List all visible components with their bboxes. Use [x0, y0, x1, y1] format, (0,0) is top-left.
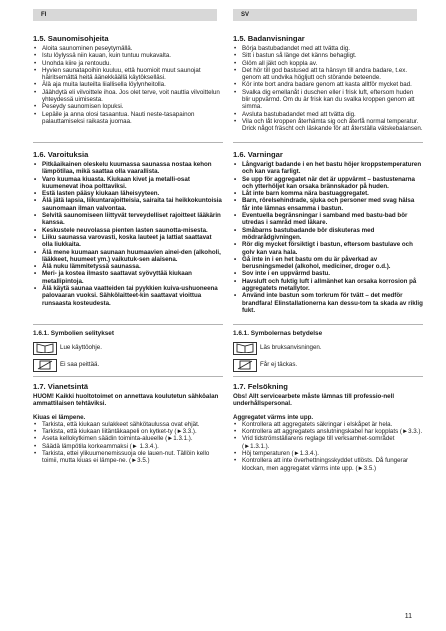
list-item: • Älä jätä lapsia, liikuntarajoitteisia, sairaita tai heikkokuntoisia saunomaan ilman valvontaa. [33, 197, 223, 212]
list-item: • Älä mene kuumaan saunaan huumaavien ainei-den (alkoholi, lääkkeet, huumeet ym.) vaikutuk-sen alaisena. [33, 249, 223, 264]
list-item: • Estä lasten pääsy kiukaan läheisyyteen. [33, 190, 223, 197]
section-title: 1.7. Vianetsintä [33, 382, 89, 391]
section-divider [33, 376, 223, 377]
list-item: • Långvarigt badande i en het bastu höjer kroppstemperaturen och kan vara farligt. [233, 161, 423, 176]
no-cover-icon [33, 359, 57, 372]
list-item: • Svalka dig emellanåt i duschen eller i frisk luft, eftersom huden blir uppvärmd. Om du är frisk kan du svalka kroppen genom att simma. [233, 89, 423, 111]
list-item: • Vila och låt kroppen återhämta sig och återfå normal temperatur. Drick något fräscht och läskande för att återställa vätskebalansen. [233, 118, 423, 133]
page-number: 11 [404, 613, 412, 620]
list-item: • Eventuella begränsningar i samband med bastu-bad bör utredas i samråd med läkare. [233, 212, 423, 227]
section-title: 1.6.1. Symbolien selitykset [33, 330, 114, 337]
list-item: • Småbarns bastubadande bör diskuteras med mödrarådgivningen. [233, 227, 423, 242]
section-title: 1.6. Varoituksia [33, 150, 89, 159]
symbol-row [33, 341, 223, 355]
list-item: • Använd inte bastun som torkrum för tvätt – det medför brandfara! Elinstallationerna kan dessu-tom ta skada av riklig fukt. [233, 292, 423, 314]
list-item: • Pitkäaikainen oleskelu kuumassa saunassa nostaa kehon lämpötilaa, mikä saattaa olla vaarallista. [33, 161, 223, 176]
swedish-column [233, 34, 423, 472]
symbols-section [233, 330, 423, 375]
list-item: • Barn, rörelsehindrade, sjuka och personer med svag hälsa får inte lämnas ensamma i bastun. [233, 197, 423, 212]
list-item: • Kontrollera att aggregatets anslutningskabel har kopplats (►3.3.). [233, 428, 423, 435]
bathing-instructions-section [233, 34, 423, 133]
list-item: • Älä nuku lämmitetyssä saunassa. [33, 263, 223, 270]
list-item: • Låt inte barn komma nära bastuaggregatet. [233, 190, 423, 197]
list-item: • Se upp för aggregatet när det är uppvärmt – bastustenarna och ytterhöljet kan orsaka brännskador på huden. [233, 176, 423, 191]
section-divider [233, 324, 423, 325]
symbol-label: Får ej täckas. [260, 361, 298, 369]
section-title: 1.6. Varningar [233, 150, 283, 159]
list-item: • Kontrollera att aggregatets säkringar i elskåpet är hela. [233, 421, 423, 428]
list-item: • Tarkista, että kiukaan liitäntäkaapeli on kytket-ty (►3.3.). [33, 428, 223, 435]
language-tab-fi: FI [33, 9, 217, 21]
list-item: • Jäähdytä eli vilvoittele ihoa. Jos olet terve, voit nauttia vilvoittelun yhteydessä uimisesta. [33, 89, 223, 104]
list-item: • Hyvien saunatapoihin kuuluu, että huomioit muut saunojat häiritsemättä heitä äänekkäällä käytökselläsi. [33, 67, 223, 82]
list-item: • Det hör till god bastused att ta hänsyn till andra badare, t.ex. genom att undvika högljutt och störande beteende. [233, 67, 423, 82]
list-item: • Rör dig mycket försiktigt i bastun, eftersom bastulave och golv kan vara hala. [233, 241, 423, 256]
list-item: • Gå inte in i en het bastu om du är påverkad av berusningsmedel (alkohol, mediciner, droger o.d.). [233, 256, 423, 271]
list-item: • Tarkista, että kiukaan sulakkeet sähkötaulussa ovat ehjät. [33, 421, 223, 428]
no-cover-icon [233, 359, 257, 372]
list-item: • Liiku saunassa varovasti, koska lauteet ja lattiat saattavat olla liukkaita. [33, 234, 223, 249]
warnings-section [233, 150, 423, 314]
list-item: • Kontrollera att inte överhettningsskyddet utlösts. Då fungerar klockan, men aggregatet värms inte upp. (►3.5.) [233, 457, 423, 472]
instruction-list [233, 45, 423, 133]
symbol-label: Ei saa peittää. [60, 361, 100, 369]
list-item: • Sov inte i en uppvärmd bastu. [233, 270, 423, 277]
list-item: • Aloita saunominen peseytymällä. [33, 45, 223, 52]
service-note: Obs! Allt servicearbete måste lämnas till professio-nell underhållspersonal. [233, 393, 395, 408]
section-divider [33, 142, 223, 143]
list-item: • Peseydy saunomisen lopuksi. [33, 103, 223, 110]
symbol-row [33, 358, 223, 372]
service-note: HUOM! Kaikki huoltotoimet on annettava koulutetun sähköalan ammattilaisen tehtäviksi. [33, 393, 219, 408]
list-item: • Tarkista, ettei ylikuumenemissuoja ole lauen-nut. Tällöin kello toimii, mutta kiuas ei lämpe-ne. (►3.5.) [33, 450, 223, 465]
list-item: • Meri- ja kostea ilmasto saattavat syövyttää kiukaan metallipintoja. [33, 270, 223, 285]
section-title: 1.6.1. Symbolernas betydelse [233, 330, 323, 337]
bathing-instructions-section [33, 34, 223, 125]
list-item: • Unohda kiire ja rentoudu. [33, 60, 223, 67]
list-item: • Glöm all jäkt och koppla av. [233, 60, 423, 67]
language-tab-sv: SV [233, 9, 417, 21]
list-item: • Aseta kellokytkimen säädin toiminta-alueelle (►1.3.1.). [33, 435, 223, 442]
book-icon [233, 342, 257, 355]
list-item: • Kör inte bort andra badare genom att kasta alltför mycket bad. [233, 81, 423, 88]
list-item: • Älä käytä saunaa vaatteiden tai pyykkien kuiva-ushuoneena palovaaran vuoksi. Sähkölaitteet-kin saattavat vioittua runsaasta kosteudesta. [33, 285, 223, 307]
symbol-row [233, 341, 423, 355]
troubleshooting-section [33, 382, 223, 465]
list-item: • Säädä lämpötila korkeammaksi (► 1.3.4.). [33, 443, 223, 450]
section-divider [233, 376, 423, 377]
warning-list [33, 161, 223, 307]
list-item: • Varo kuumaa kiuasta. Kiukaan kivet ja metalli-osat kuumenevat ihoa polttaviksi. [33, 176, 223, 191]
list-item: • Istu löylyssä niin kauan, kuin tuntuu mukavalta. [33, 52, 223, 59]
list-item: • Sitt i bastun så länge det känns behagligt. [233, 52, 423, 59]
list-item: • Avsluta bastubadandet med att tvätta dig. [233, 111, 423, 118]
section-title: 1.5. Badanvisningar [233, 34, 305, 43]
troubleshooting-section [233, 382, 423, 472]
troubleshooting-list [33, 421, 223, 465]
problem-heading: Kiuas ei lämpene. [33, 413, 86, 421]
list-item: • Havsluft och fuktig luft i allmänhet kan orsaka korrosion på aggregatets metallytor. [233, 278, 423, 293]
warnings-section [33, 150, 223, 307]
symbol-label: Läs bruksanvisningen. [260, 344, 322, 352]
instruction-list [33, 45, 223, 125]
section-divider [33, 324, 223, 325]
section-title: 1.5. Saunomisohjeita [33, 34, 109, 43]
list-item: • Älä aja muita lauteilta liiallisella löylynheitolla. [33, 81, 223, 88]
troubleshooting-list [233, 421, 423, 472]
symbol-label: Lue käyttöohje. [60, 344, 102, 352]
list-item: • Selvitä saunomiseen liittyvät terveydelliset rajoitteet lääkärin kanssa. [33, 212, 223, 227]
symbol-row [233, 358, 423, 372]
problem-heading: Aggregatet värms inte upp. [233, 413, 314, 421]
warning-list [233, 161, 423, 314]
list-item: • Keskustele neuvolassa pienten lasten saunotta-misesta. [33, 227, 223, 234]
book-icon [33, 342, 57, 355]
list-item: • Lepäile ja anna olosi tasaantua. Nauti neste-tasapainon palauttamiseksi raikasta juomaa. [33, 111, 223, 126]
list-item: • Höj temperaturen (►1.3.4.). [233, 450, 423, 457]
section-title: 1.7. Felsökning [233, 382, 288, 391]
list-item: • Börja bastubadandet med att tvätta dig. [233, 45, 423, 52]
finnish-column [33, 34, 223, 465]
section-divider [233, 142, 423, 143]
symbols-section [33, 330, 223, 375]
list-item: • Vrid tidströmställarens reglage till verksamhet-sområdet (►1.3.1.). [233, 435, 423, 450]
